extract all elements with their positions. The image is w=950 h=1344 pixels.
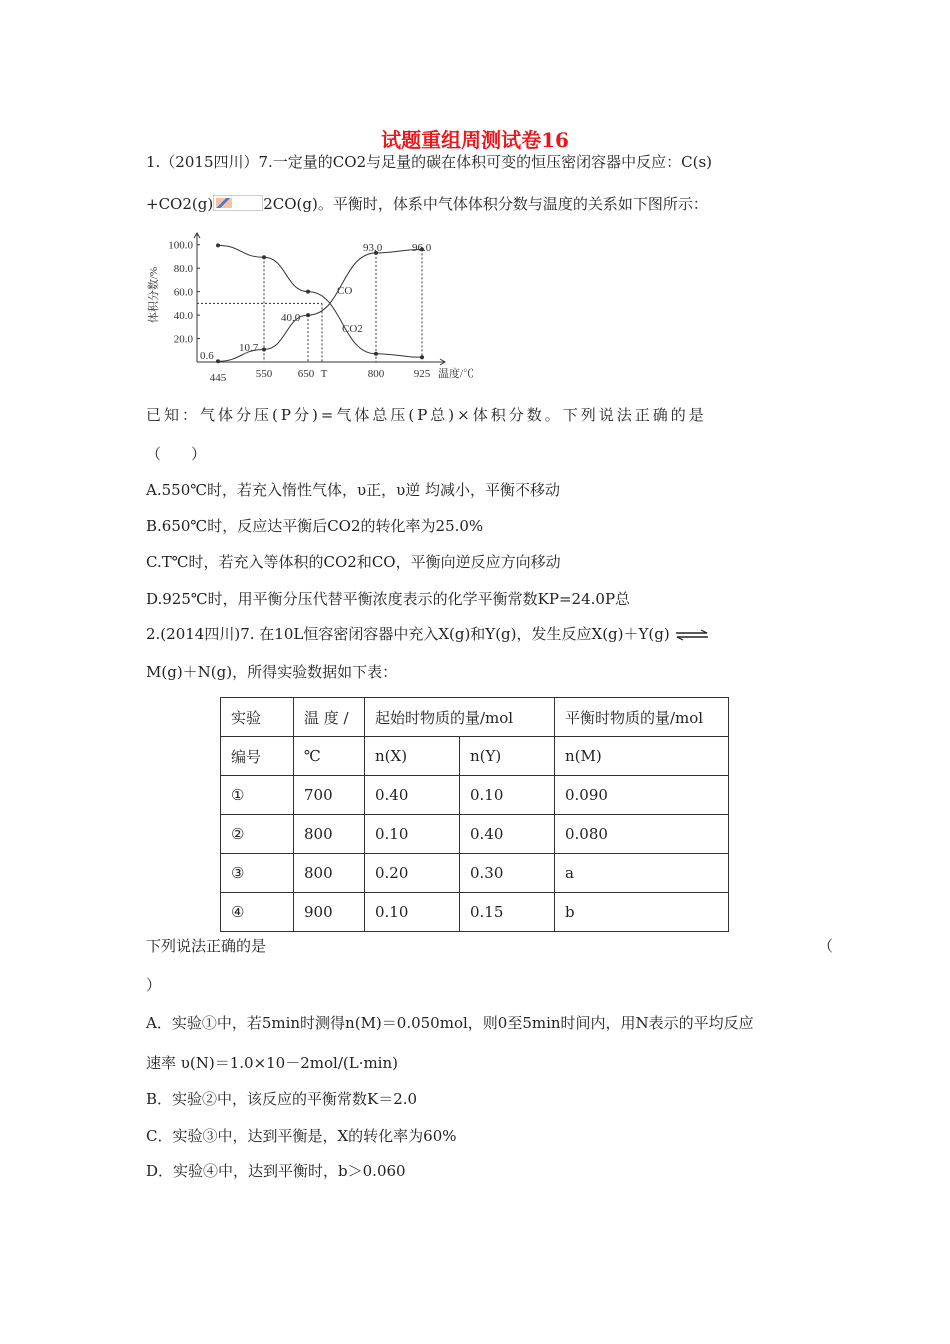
cell: 800	[294, 815, 365, 854]
table-row	[221, 815, 729, 854]
header-start-amount: 起始时物质的量/mol	[365, 698, 555, 737]
q2-stem-text: 2.(2014四川)7. 在10L恒容密闭容器中充入X(g)和Y(g)，发生反应X(g)＋Y(g)	[146, 625, 670, 643]
page-title: 试题重组周测试卷16	[381, 128, 569, 152]
cell: 0.10	[365, 815, 460, 854]
x-tick-label: 925	[413, 368, 431, 380]
header-temp	[294, 698, 365, 737]
y-axis-label: 体积分数/%	[148, 266, 160, 324]
data-point	[216, 359, 220, 363]
header-exp-line1: 实验	[231, 708, 262, 727]
q1-stem-line2-pre: +CO2(g)	[146, 195, 214, 213]
q2-option-d: D．实验④中，达到平衡时，b＞0.060	[146, 1162, 406, 1180]
cell: 0.20	[365, 854, 460, 893]
q1-known-text: 已知：气体分压(P分)=气体总压(P总)×体积分数。下列说法正确的是	[146, 406, 707, 424]
q1-stem-line2	[146, 193, 708, 215]
data-label: 10.7	[239, 342, 259, 354]
q2-stem-line2: M(g)＋N(g)，所得实验数据如下表：	[146, 663, 398, 681]
data-label: 96.0	[412, 242, 432, 254]
x-tick-label: 550	[255, 368, 273, 380]
q1-stem-line1: 1.（2015四川）7.一定量的CO2与足量的碳在体积可变的恒压密闭容器中反应：C(s)	[146, 153, 712, 171]
x-tick-label: T	[320, 368, 328, 380]
table-row	[221, 854, 729, 893]
q1-option-b: B.650℃时，反应达平衡后CO2的转化率为25.0%	[146, 517, 484, 535]
cell: 0.30	[460, 854, 555, 893]
y-tick-label: 100.0	[168, 239, 193, 252]
series-line-co2	[218, 245, 422, 357]
data-label: 0.6	[200, 350, 214, 362]
data-label: 93.0	[363, 242, 383, 254]
cell: 0.40	[365, 776, 460, 815]
x-tick-label: 445	[209, 372, 227, 384]
header-ny: n(Y)	[460, 737, 555, 776]
cell: 0.10	[365, 893, 460, 932]
q2-option-b: B．实验②中，该反应的平衡常数K＝2.0	[146, 1090, 418, 1108]
y-tick-label: 40.0	[173, 310, 193, 323]
cell: 0.080	[555, 815, 729, 854]
cell: 0.15	[460, 893, 555, 932]
header-nx: n(X)	[365, 737, 460, 776]
header-nm: n(M)	[555, 737, 729, 776]
y-tick-label: 60.0	[173, 286, 193, 299]
y-tick-label: 80.0	[173, 263, 193, 276]
header-exp	[221, 698, 294, 737]
data-point	[306, 290, 310, 294]
data-label: 40.0	[281, 312, 301, 324]
q1-answer-paren: （ ）	[146, 445, 207, 463]
header-equil-amount: 平衡时物质的量/mol	[555, 698, 729, 737]
cell: ②	[221, 815, 294, 854]
x-tick-label: 800	[367, 368, 385, 380]
cell: b	[555, 893, 729, 932]
cell: a	[555, 854, 729, 893]
series-label-co2: CO2	[342, 323, 363, 335]
cell: 900	[294, 893, 365, 932]
q2-option-a: A．实验①中，若5min时测得n(M)＝0.050mol，则0至5min时间内，用N表示的平均反应	[146, 1014, 754, 1032]
q2-option-a-cont: 速率 υ(N)＝1.0×10－2mol/(L·min)	[146, 1054, 398, 1072]
q2-paren-open: （	[818, 937, 834, 955]
volume-fraction-chart	[145, 225, 485, 385]
header-temp-line1: 温 度 /	[304, 708, 349, 727]
header-temp-2: ℃	[294, 737, 365, 776]
q1-option-c: C.T℃时，若充入等体积的CO2和CO，平衡向逆反应方向移动	[146, 553, 561, 571]
y-tick-label: 20.0	[173, 333, 193, 346]
cell: 700	[294, 776, 365, 815]
series-label-co: CO	[337, 285, 353, 297]
cell: 0.10	[460, 776, 555, 815]
header-exp-2: 编号	[221, 737, 294, 776]
q1-option-a: A.550℃时，若充入惰性气体，υ正，υ逆 均减小，平衡不移动	[146, 481, 561, 499]
q2-option-c: C．实验③中，达到平衡是，X的转化率为60%	[146, 1127, 457, 1145]
cell: ③	[221, 854, 294, 893]
q1-option-d: D.925℃时，用平衡分压代替平衡浓度表示的化学平衡常数KP=24.0P总	[146, 590, 631, 608]
cell: 800	[294, 854, 365, 893]
cell: 0.090	[555, 776, 729, 815]
data-point	[216, 243, 220, 247]
q2-paren-close: ）	[146, 976, 162, 994]
table-row	[221, 893, 729, 932]
q2-after-table: 下列说法正确的是	[146, 937, 267, 955]
table-row	[221, 776, 729, 815]
q2-stem-line1	[146, 623, 709, 645]
cell: ①	[221, 776, 294, 815]
cell: 0.40	[460, 815, 555, 854]
q1-stem-line2-post: 2CO(g)。平衡时，体系中气体体积分数与温度的关系如下图所示：	[263, 195, 708, 213]
x-tick-label: 650	[297, 368, 315, 380]
reversible-arrow-icon	[675, 629, 709, 641]
x-axis-label: 温度/℃	[438, 368, 475, 380]
cell: ④	[221, 893, 294, 932]
equilibrium-arrow-image	[213, 195, 263, 211]
experiment-table	[220, 697, 729, 932]
